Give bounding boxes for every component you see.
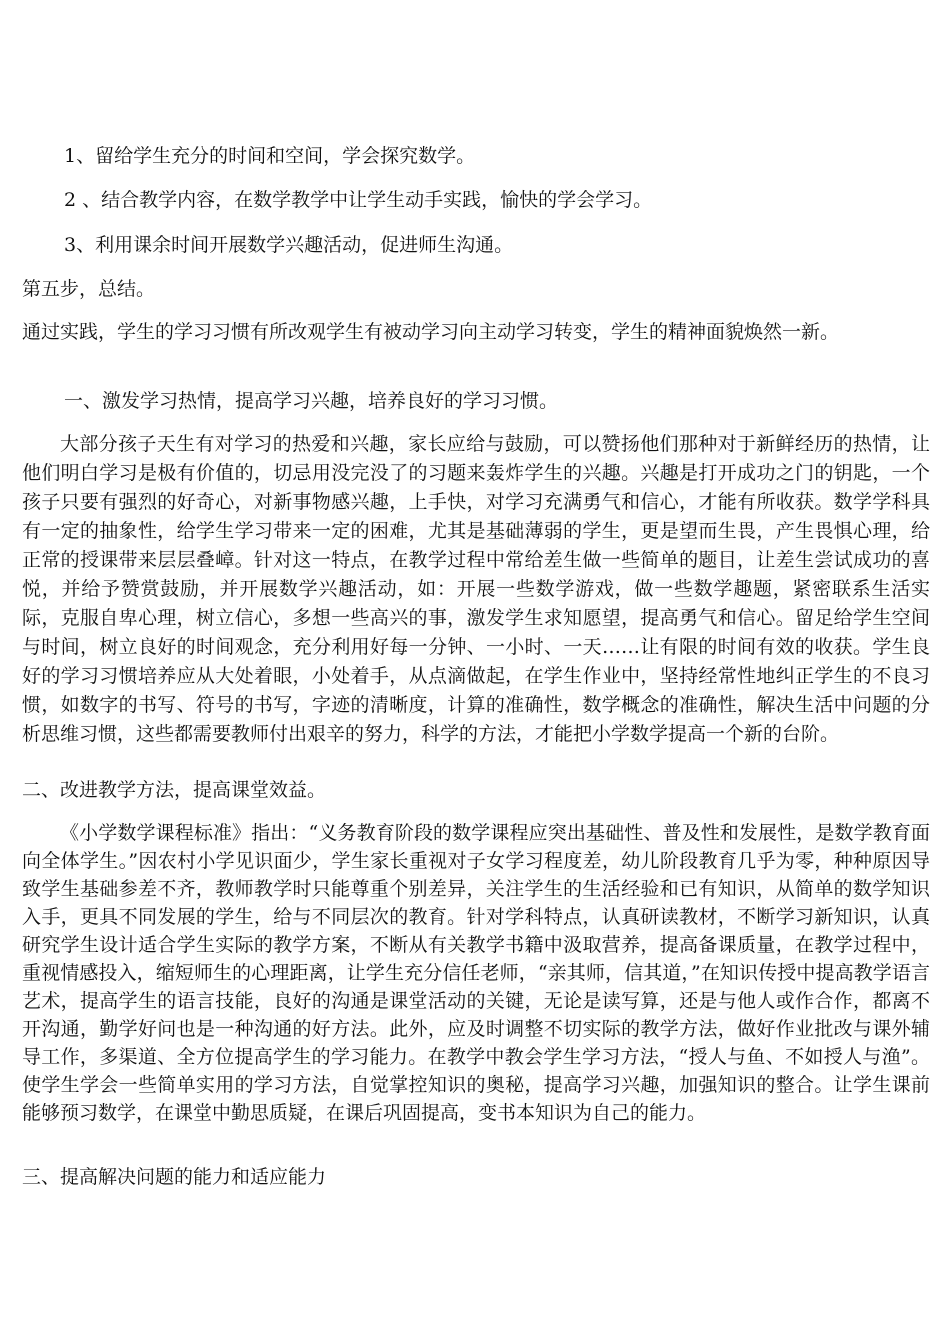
summary-paragraph: 通过实践，学生的学习习惯有所改观学生有被动学习向主动学习转变，学生的精神面貌焕然一新。 — [22, 321, 840, 343]
heading: 一、激发学习热情，提高学习兴趣，培养良好的学习习惯。 — [64, 390, 559, 412]
list-item: 1、留给学生充分的时间和空间，学会探究数学。 — [64, 145, 476, 167]
heading: 三、提高解决问题的能力和适应能力 — [22, 1166, 327, 1188]
section-title: 第五步，总结。 — [22, 278, 156, 300]
list-item: 2 、结合教学内容，在数学教学中让学生动手实践，愉快的学会学习。 — [64, 189, 653, 211]
list-item: 3、利用课余时间开展数学兴趣活动，促进师生沟通。 — [64, 234, 514, 256]
heading: 二、改进教学方法，提高课堂效益。 — [22, 779, 327, 801]
body-paragraph: 《小学数学课程标准》指出：“义务教育阶段的数学课程应突出基础性、普及性和发展性，是数学教育面向全体学生。”因农村小学见识面少，学生家长重视对子女学习程度差，幼儿阶段教育几乎为零，种种原因导致学生基础参差不齐，教师教学时只能尊重个别差异，关注学生的生活经验和已有知识，从简单的数学知识入手，更具不同发展的学生，给与不同层次的教育。针对学科特点，认真研读教材，不断学习新知识，认真研究学生设计适合学生实际的教学方案，不断从有关教学书籍中汲取营养，提高备课质量，在教学过程中，重视情感投入，缩短师生的心理距离，让学生充分信任老师，“亲其师，信其道，”在知识传授中提高教学语言艺术，提高学生的语言技能，良好的沟通是课堂活动的关键，无论是读写算，还是与他人或作合作，都离不开沟通，勤学好问也是一种沟通的好方法。此外，应及时调整不切实际的教学方法，做好作业批改与课外辅导工作，多渠道、全方位提高学生的学习能力。在教学中教会学生学习方法，“授人与鱼、不如授人与渔”。使学生学会一些简单实用的学习方法，自觉掌控知识的奥秘，提高学习兴趣，加强知识的整合。让学生课前能够预习数学，在课堂中勤思质疑，在课后巩固提高，变书本知识为自己的能力。 — [22, 822, 930, 1124]
body-paragraph: 大部分孩子天生有对学习的热爱和兴趣，家长应给与鼓励，可以赞扬他们那种对于新鲜经历的热情，让他们明白学习是极有价值的，切忌用没完没了的习题来轰炸学生的兴趣。兴趣是打开成功之门的钥匙，一个孩子只要有强烈的好奇心，对新事物感兴趣，上手快，对学习充满勇气和信心，才能有所收获。数学学科具有一定的抽象性，给学生学习带来一定的困难，尤其是基础薄弱的学生，更是望而生畏，产生畏惧心理，给正常的授课带来层层叠嶂。针对这一特点，在教学过程中常给差生做一些简单的题目，让差生尝试成功的喜悦，并给予赞赏鼓励，并开展数学兴趣活动，如：开展一些数学游戏，做一些数学趣题，紧密联系生活实际，克服自卑心理，树立信心，多想一些高兴的事，激发学生求知愿望，提高勇气和信心。留足给学生空间与时间，树立良好的时间观念，充分利用好每一分钟、一小时、一天……让有限的时间有效的收获。学生良好的学习习惯培养应从大处着眼，小处着手，从点滴做起，在学生作业中，坚持经常性地纠正学生的不良习惯，如数字的书写、符号的书写，字迹的清晰度，计算的准确性，数学概念的准确性，解决生活中问题的分析思维习惯，这些都需要教师付出艰辛的努力，科学的方法，才能把小学数学提高一个新的台阶。 — [22, 433, 930, 745]
